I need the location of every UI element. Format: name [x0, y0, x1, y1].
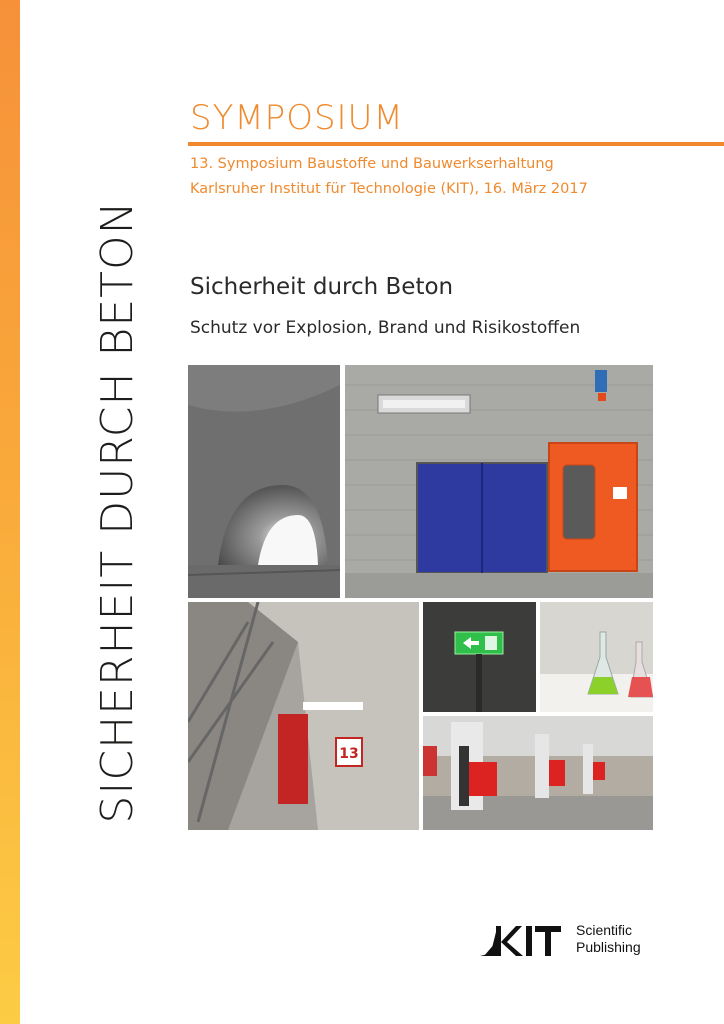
book-subtitle: Schutz vor Explosion, Brand und Risikostoffen — [190, 318, 581, 338]
spine-title: SICHERHEIT DURCH BETON — [92, 200, 143, 824]
header-rule — [188, 142, 724, 146]
photo-lab-flasks — [540, 602, 653, 712]
photo-stairwell — [188, 602, 419, 830]
kit-logo-mark — [480, 924, 570, 958]
photo-exit-sign — [423, 602, 536, 712]
kit-publisher-logo — [480, 922, 660, 962]
photo-petrol-station — [423, 716, 653, 830]
publisher-name — [576, 922, 641, 956]
photo-tunnel — [188, 365, 340, 598]
publisher-line-2: Publishing — [576, 939, 641, 955]
series-label: SYMPOSIUM — [190, 98, 404, 138]
event-line-2: Karlsruher Institut für Technologie (KIT), 16. März 2017 — [190, 181, 588, 197]
side-stripe — [0, 0, 20, 1024]
photo-facade-doors — [345, 365, 653, 598]
door-number-sign: 13 — [339, 746, 359, 762]
event-line-1: 13. Symposium Baustoffe und Bauwerkserhaltung — [190, 156, 554, 172]
book-title: Sicherheit durch Beton — [190, 274, 454, 300]
publisher-line-1: Scientific — [576, 922, 633, 938]
